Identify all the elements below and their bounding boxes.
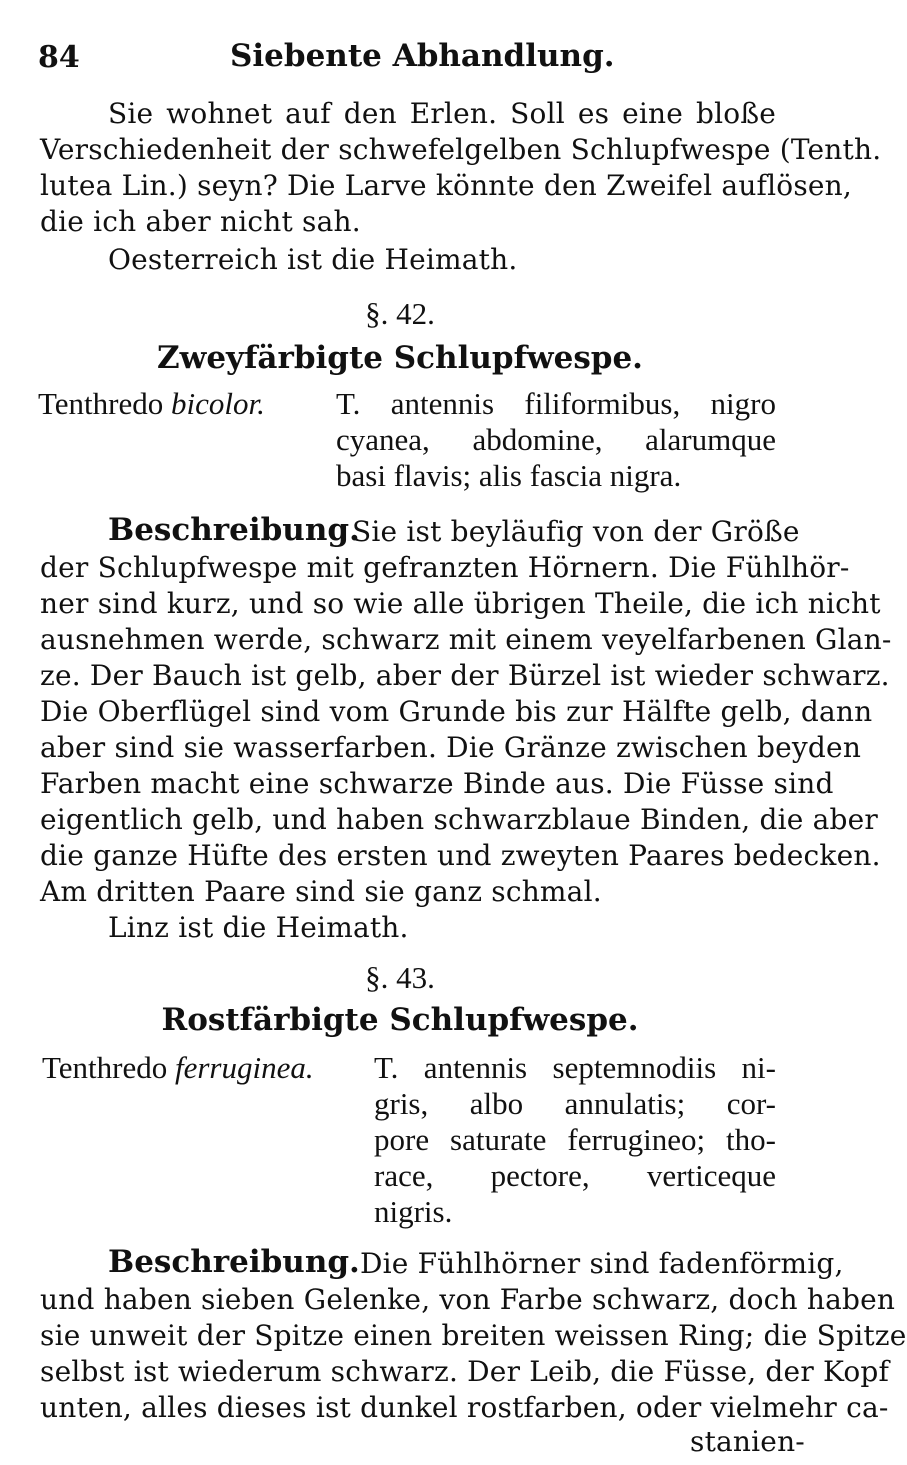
description-line: eigentlich gelb, und haben schwarzblaue Binden, die aber [40,803,879,836]
species-name [42,1050,314,1086]
species-genus: Tenthredo [42,1050,168,1085]
diagnosis-line: T. antennis septemnodiis ni- [374,1050,776,1085]
diagnosis-line: T. antennis filiformibus, nigro [336,386,776,421]
intro-line: Verschiedenheit der schwefelgelben Schlupfwespe (Tenth. [40,133,882,166]
section-number: §. 43. [365,960,435,995]
description-line: der Schlupfwespe mit gefranzten Hörnern. Die Fühlhör- [40,551,850,584]
description-line: Farben macht eine schwarze Binde aus. Die Füsse sind [40,767,834,800]
diagnosis-line: race, pectore, verticeque [374,1158,776,1193]
description-line: ausnehmen werde, schwarz mit einem veyelfarbenen Glan- [40,623,892,656]
species-epithet: ferruginea. [174,1050,314,1085]
running-title: Siebente Abhandlung. [230,38,615,74]
description-line: ze. Der Bauch ist gelb, aber der Bürzel ist wieder schwarz. [40,659,890,692]
description-line: Die Oberflügel sind vom Grunde bis zur Hälfte gelb, dann [40,695,873,728]
species-name [38,386,265,422]
diagnosis-line: nigris. [374,1194,453,1229]
diagnosis-line: basi flavis; alis fascia nigra. [336,458,682,493]
intro-line: die ich aber nicht sah. [40,205,361,238]
species-epithet: bicolor. [170,386,265,421]
description-line: selbst ist wiederum schwarz. Der Leib, die Füsse, der Kopf [40,1355,890,1388]
description-line: stanien- [690,1425,805,1458]
species-genus: Tenthredo [38,386,164,421]
habitat-line: Linz ist die Heimath. [108,911,409,944]
description-line: unten, alles dieses ist dunkel rostfarben, oder vielmehr ca- [40,1391,889,1424]
description-line: Die Fühlhörner sind fadenförmig, [360,1247,844,1280]
diagnosis-line: cyanea, abdomine, alarumque [336,422,776,457]
description-label: Beschreibung. [108,1244,360,1280]
habitat-line: Oesterreich ist die Heimath. [108,243,518,276]
description-line: Am dritten Paare sind sie ganz schmal. [40,875,602,908]
description-line: die ganze Hüfte des ersten und zweyten Paares bedecken. [40,839,881,872]
description-line: sie unweit der Spitze einen breiten weissen Ring; die Spitze [40,1319,907,1352]
description-line: aber sind sie wasserfarben. Die Gränze zwischen beyden [40,731,862,764]
section-title: Zweyfärbigte Schlupfwespe. [157,340,643,376]
intro-line: Sie wohnet auf den Erlen. Soll es eine bloße [108,97,776,130]
diagnosis-line: gris, albo annulatis; cor- [374,1086,776,1121]
description-line: Sie ist beyläufig von der Größe [352,515,800,548]
page-number: 84 [38,40,80,75]
diagnosis-line: pore saturate ferrugineo; tho- [374,1122,776,1157]
description-line: ner sind kurz, und so wie alle übrigen Theile, die ich nicht [40,587,881,620]
section-title: Rostfärbigte Schlupfwespe. [161,1002,639,1038]
description-label: Beschreibung. [108,512,360,548]
section-number: §. 42. [365,296,435,331]
description-line: und haben sieben Gelenke, von Farbe schwarz, doch haben [40,1283,896,1316]
intro-line: lutea Lin.) seyn? Die Larve könnte den Zweifel auflösen, [40,169,853,202]
